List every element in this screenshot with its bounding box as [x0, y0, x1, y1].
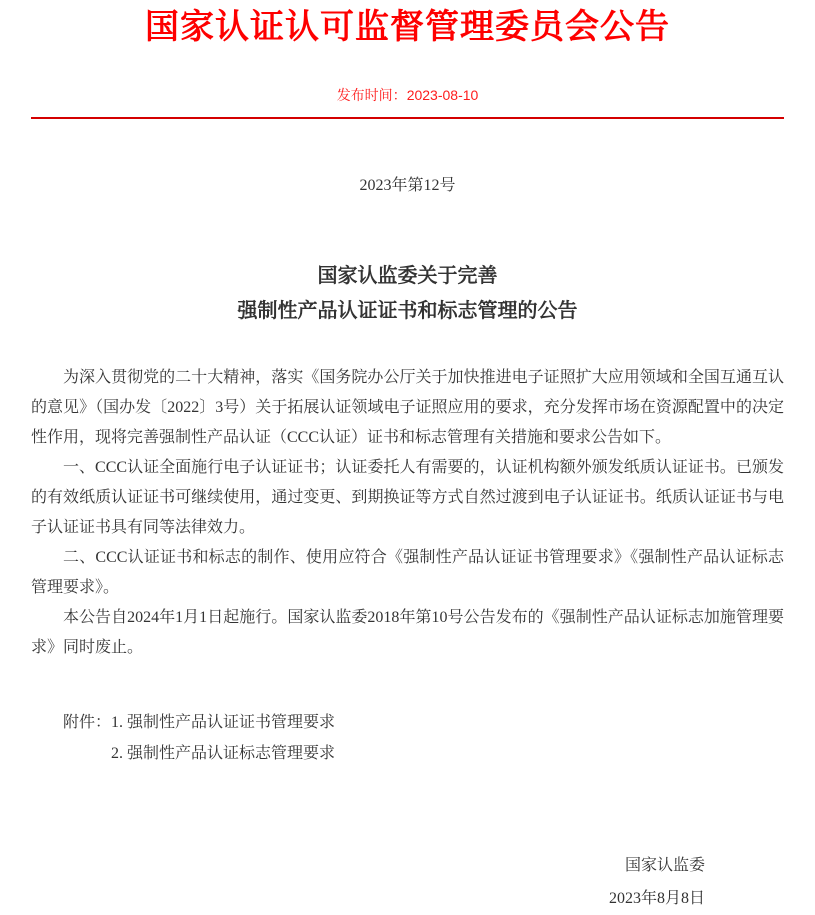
- signature-date: 2023年8月8日: [608, 890, 705, 907]
- attachments-list: [111, 707, 335, 769]
- publish-date: [31, 88, 784, 103]
- doc-number: 2023年第12号: [359, 177, 456, 194]
- publish-date-label: 发布时间：: [336, 87, 407, 103]
- attachments-label: 附件：: [63, 714, 112, 731]
- publish-date-value: 2023-08-10: [406, 87, 479, 103]
- body-paragraph: 二、CCC认证证书和标志的制作、使用应符合《强制性产品认证证书管理要求》《强制性产品认证标志管理要求》。: [31, 549, 784, 596]
- signature-org: 国家认监委: [624, 857, 705, 874]
- attachment-item-2: 2. 强制性产品认证标志管理要求: [111, 745, 336, 762]
- page-title: 国家认证认可监督管理委员会公告: [145, 8, 670, 46]
- attachment-item-1: 1. 强制性产品认证证书管理要求: [111, 714, 336, 731]
- signature-block: [31, 849, 784, 915]
- red-divider: [31, 117, 784, 119]
- doc-body: [31, 363, 784, 663]
- doc-title-line-1: 国家认监委关于完善: [317, 265, 498, 287]
- body-paragraph: 本公告自2024年1月1日起施行。国家认监委2018年第10号公告发布的《强制性产品认证标志加施管理要求》同时废止。: [31, 609, 784, 656]
- body-paragraph: 一、CCC认证全面施行电子认证证书；认证委托人有需要的，认证机构额外颁发纸质认证证书。已颁发的有效纸质认证证书可继续使用，通过变更、到期换证等方式自然过渡到电子认证证书。纸质认证证书与电子认证证书具有同等法律效力。: [31, 459, 784, 536]
- attachments-section: [31, 707, 784, 769]
- body-paragraph: 为深入贯彻党的二十大精神，落实《国务院办公厅关于加快推进电子证照扩大应用领域和全国互通互认的意见》（国办发〔2022〕3号）关于拓展认证领域电子证照应用的要求，充分发挥市场在资源配置中的决定性作用，现将完善强制性产品认证（CCC认证）证书和标志管理有关措施和要求公告如下。: [31, 369, 784, 446]
- doc-title-line-2: 强制性产品认证证书和标志管理的公告: [237, 300, 578, 322]
- doc-title: [31, 259, 784, 329]
